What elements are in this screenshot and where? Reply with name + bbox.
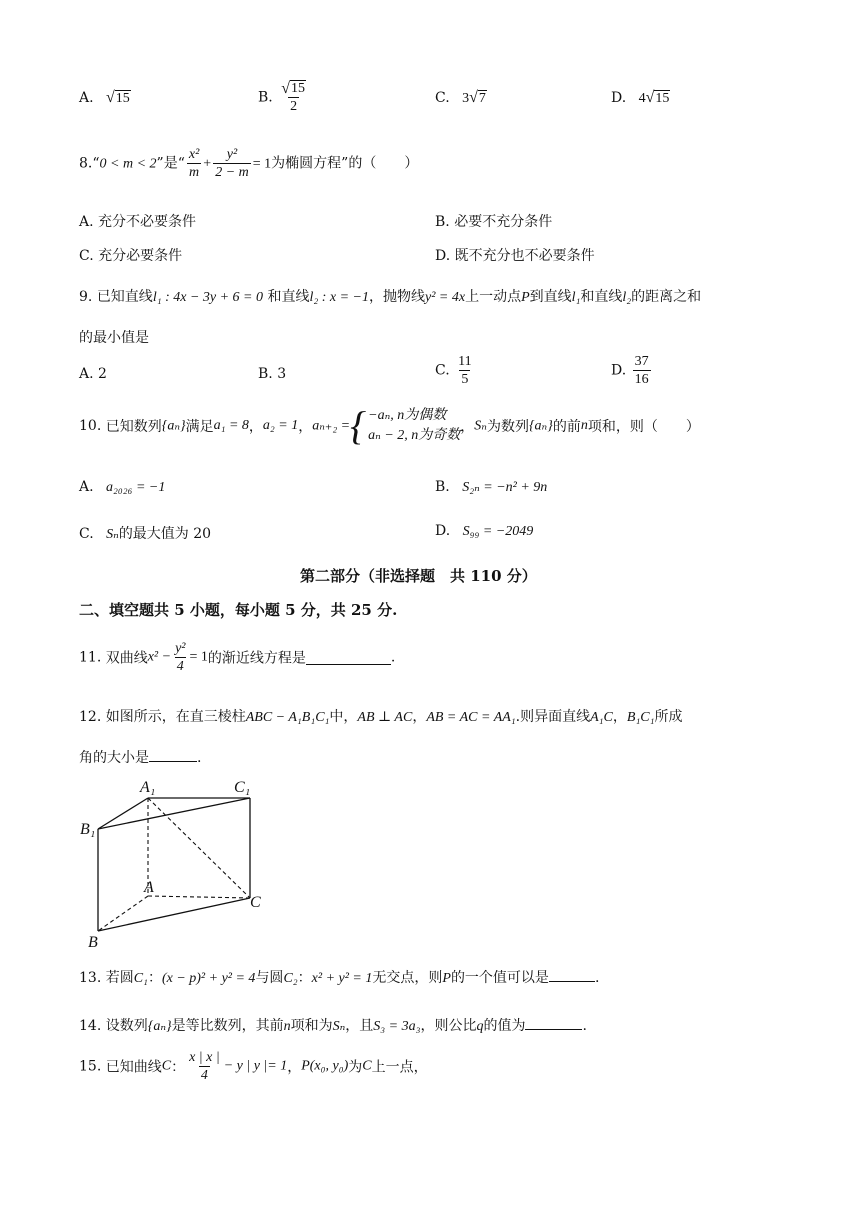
q7-option-a: A. √ 15 — [79, 89, 130, 106]
q7-option-c: C. 3 √ 7 — [435, 89, 486, 106]
q8-option-d: D. 既不充分也不必要条件 — [435, 248, 595, 264]
q8-option-a: A. 充分不必要条件 — [79, 214, 197, 230]
q9-option-a: A. 2 — [79, 366, 107, 382]
q13-stem: 13. 若圆C₁：(x − p)² + y² = 4与圆C₂：x² + y² = 1无交点，则P的一个值可以是 . — [79, 967, 599, 987]
edge-b-c — [98, 898, 250, 931]
q9-option-b: B. 3 — [258, 366, 287, 382]
edge-b1-c1 — [98, 798, 250, 829]
q9-option-d: D. $\frac{37}{16}$ — [611, 354, 649, 387]
section-heading: 二、填空题共 5 小题，每小题 5 分，共 25 分. — [79, 601, 398, 619]
q15-stem: 15. 已知曲线C： $\frac{x | x |}{4}$ − y | y |= 1，P(x₀, y₀)为C上一点， — [79, 1050, 428, 1083]
q8-option-b: B. 必要不充分条件 — [435, 214, 553, 230]
q9-stem-line2: 的最小值是 — [79, 330, 149, 346]
q7-option-b: B. √ 15 2 — [258, 80, 305, 114]
label-a: A — [144, 879, 154, 896]
q12-stem-line2: 角的大小是 . — [79, 747, 201, 767]
q12-answer-blank — [149, 747, 197, 762]
q10-stem: 10. 已知数列{aₙ}满足a₁ = 8，a₂ = 1，aₙ₊₂ = { −aₙ, n为偶数 aₙ − 2, n为奇数 ，Sₙ为数列{aₙ}的前n项和，则（ ） — [79, 403, 700, 448]
q7-option-d: D. 4 √ 15 — [611, 89, 670, 106]
label-c1: C₁ — [234, 779, 251, 796]
label-c: C — [250, 894, 261, 911]
q8-option-c: C. 充分必要条件 — [79, 248, 183, 264]
q8-stem: 8.“0 < m < 2”是“ $\frac{\text{x²}}{m}$ + $\frac{\text{y²}}{2 - m}$ = 1为椭圆方程”的（ ） — [79, 147, 419, 180]
prism-figure — [78, 776, 278, 952]
q9-option-c: C. $\frac{11}{5}$ — [435, 354, 472, 387]
q11-answer-blank — [306, 650, 391, 665]
q10-option-c: C. Sₙ的最大值为 20 — [79, 526, 212, 542]
label-b1: B₁ — [80, 821, 96, 838]
q14-answer-blank — [525, 1015, 582, 1030]
q14-stem: 14. 设数列{aₙ}是等比数列，其前n项和为Sₙ，且S₃ = 3a₃，则公比q的值为 . — [79, 1015, 587, 1035]
part2-title: 第二部分（非选择题 共 110 分） — [300, 567, 537, 585]
q10-option-b: B. S₂ₙ = −n² + 9n — [435, 479, 548, 495]
q10-option-d: D. S₉₉ = −2049 — [435, 523, 534, 539]
edge-a-c — [148, 896, 250, 898]
q9-stem-line1: 9. 已知直线l₁ : 4x − 3y + 6 = 0 和直线l₂ : x = −1，抛物线y² = 4x上一动点P到直线l₁和直线l₂的距离之和 — [79, 289, 702, 305]
label-b: B — [88, 934, 98, 951]
q13-answer-blank — [549, 967, 595, 982]
edge-a1-c — [148, 798, 250, 898]
q11-stem: 11. 双曲线x² − $\frac{\text{y²}}{4}$ = 1的渐近线方程是 . — [79, 641, 396, 674]
q10-option-a: A. a₂₀₂₆ = −1 — [79, 479, 166, 495]
label-a1: A₁ — [140, 779, 156, 796]
q12-stem-line1: 12. 如图所示，在直三棱柱ABC − A₁B₁C₁中，AB ⊥ AC，AB = AC = AA₁.则异面直线A₁C，B₁C₁所成 — [79, 709, 683, 725]
